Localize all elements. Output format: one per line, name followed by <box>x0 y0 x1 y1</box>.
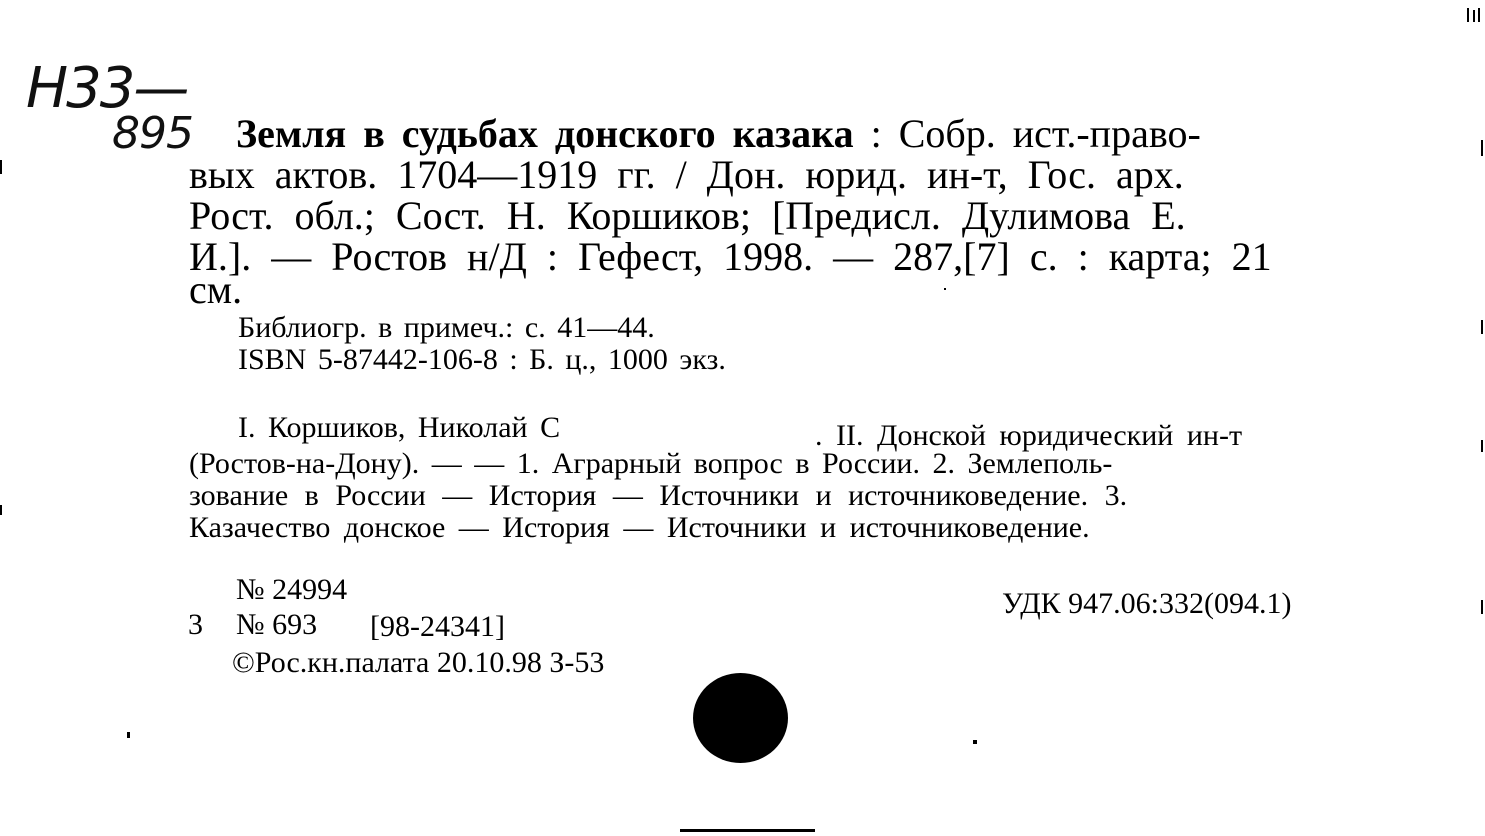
handwritten-shelfmark-top: Н33— <box>26 56 188 121</box>
card-prefix: 3 <box>188 608 203 641</box>
subject-line-4: Казачество донское — История — Источники и источниковедение. <box>189 511 1090 544</box>
edge-mark-right-3 <box>1481 440 1483 452</box>
entry-line-3: Рост. обл.; Сост. Н. Коршиков; [Предисл. Дулимова Е. <box>189 193 1186 238</box>
punch-hole <box>693 673 788 763</box>
entry-description-start: : Собр. ист.-право- <box>853 111 1201 156</box>
card-number: № 693 <box>236 608 318 641</box>
subject-line-1b: . II. Донской юридический ин-т <box>815 419 1243 452</box>
speck-right <box>973 740 977 744</box>
corner-mark-3 <box>1478 8 1480 22</box>
subject-line-3: зование в России — История — Источники и источниковедение. 3. <box>189 479 1128 512</box>
entry-line-1 <box>236 111 1336 156</box>
isbn-note: ISBN 5-87442-106-8 : Б. ц., 1000 экз. <box>238 343 726 376</box>
entry-line-5: см. <box>189 267 243 312</box>
book-chamber-stamp: ©Рос.кн.палата 20.10.98 З-53 <box>232 646 605 679</box>
edge-mark-left-2 <box>0 505 2 515</box>
edge-mark-left-1 <box>0 160 2 174</box>
entry-line-2: вых актов. 1704—1919 гг. / Дон. юрид. ин-т, Гос. арх. <box>189 152 1184 197</box>
edge-mark-right-1 <box>1481 140 1483 156</box>
entry-line-4: И.]. — Ростов н/Д : Гефест, 1998. — 287,[7] с. : карта; 21 <box>189 234 1272 279</box>
registration-number: № 24994 <box>236 573 348 606</box>
subject-line-2: (Ростов-на-Дону). — — 1. Аграрный вопрос в России. 2. Землеполь- <box>189 447 1113 480</box>
speck-mid <box>944 288 946 290</box>
bracket-code: [98-24341] <box>370 610 505 643</box>
bibliography-note: Библиогр. в примеч.: с. 41—44. <box>238 311 655 344</box>
edge-mark-right-2 <box>1481 320 1483 334</box>
udc-code: УДК 947.06:332(094.1) <box>1002 587 1292 620</box>
bottom-edge-rule <box>680 829 815 832</box>
handwritten-shelfmark-bottom: 895 <box>112 108 193 159</box>
corner-mark-1 <box>1467 8 1469 22</box>
speck-left <box>127 732 130 738</box>
edge-mark-right-4 <box>1481 600 1483 614</box>
subject-line-1a: I. Коршиков, Николай С <box>238 411 561 444</box>
corner-mark-2 <box>1473 10 1475 22</box>
entry-title: Земля в судьбах донского казака <box>236 111 854 156</box>
